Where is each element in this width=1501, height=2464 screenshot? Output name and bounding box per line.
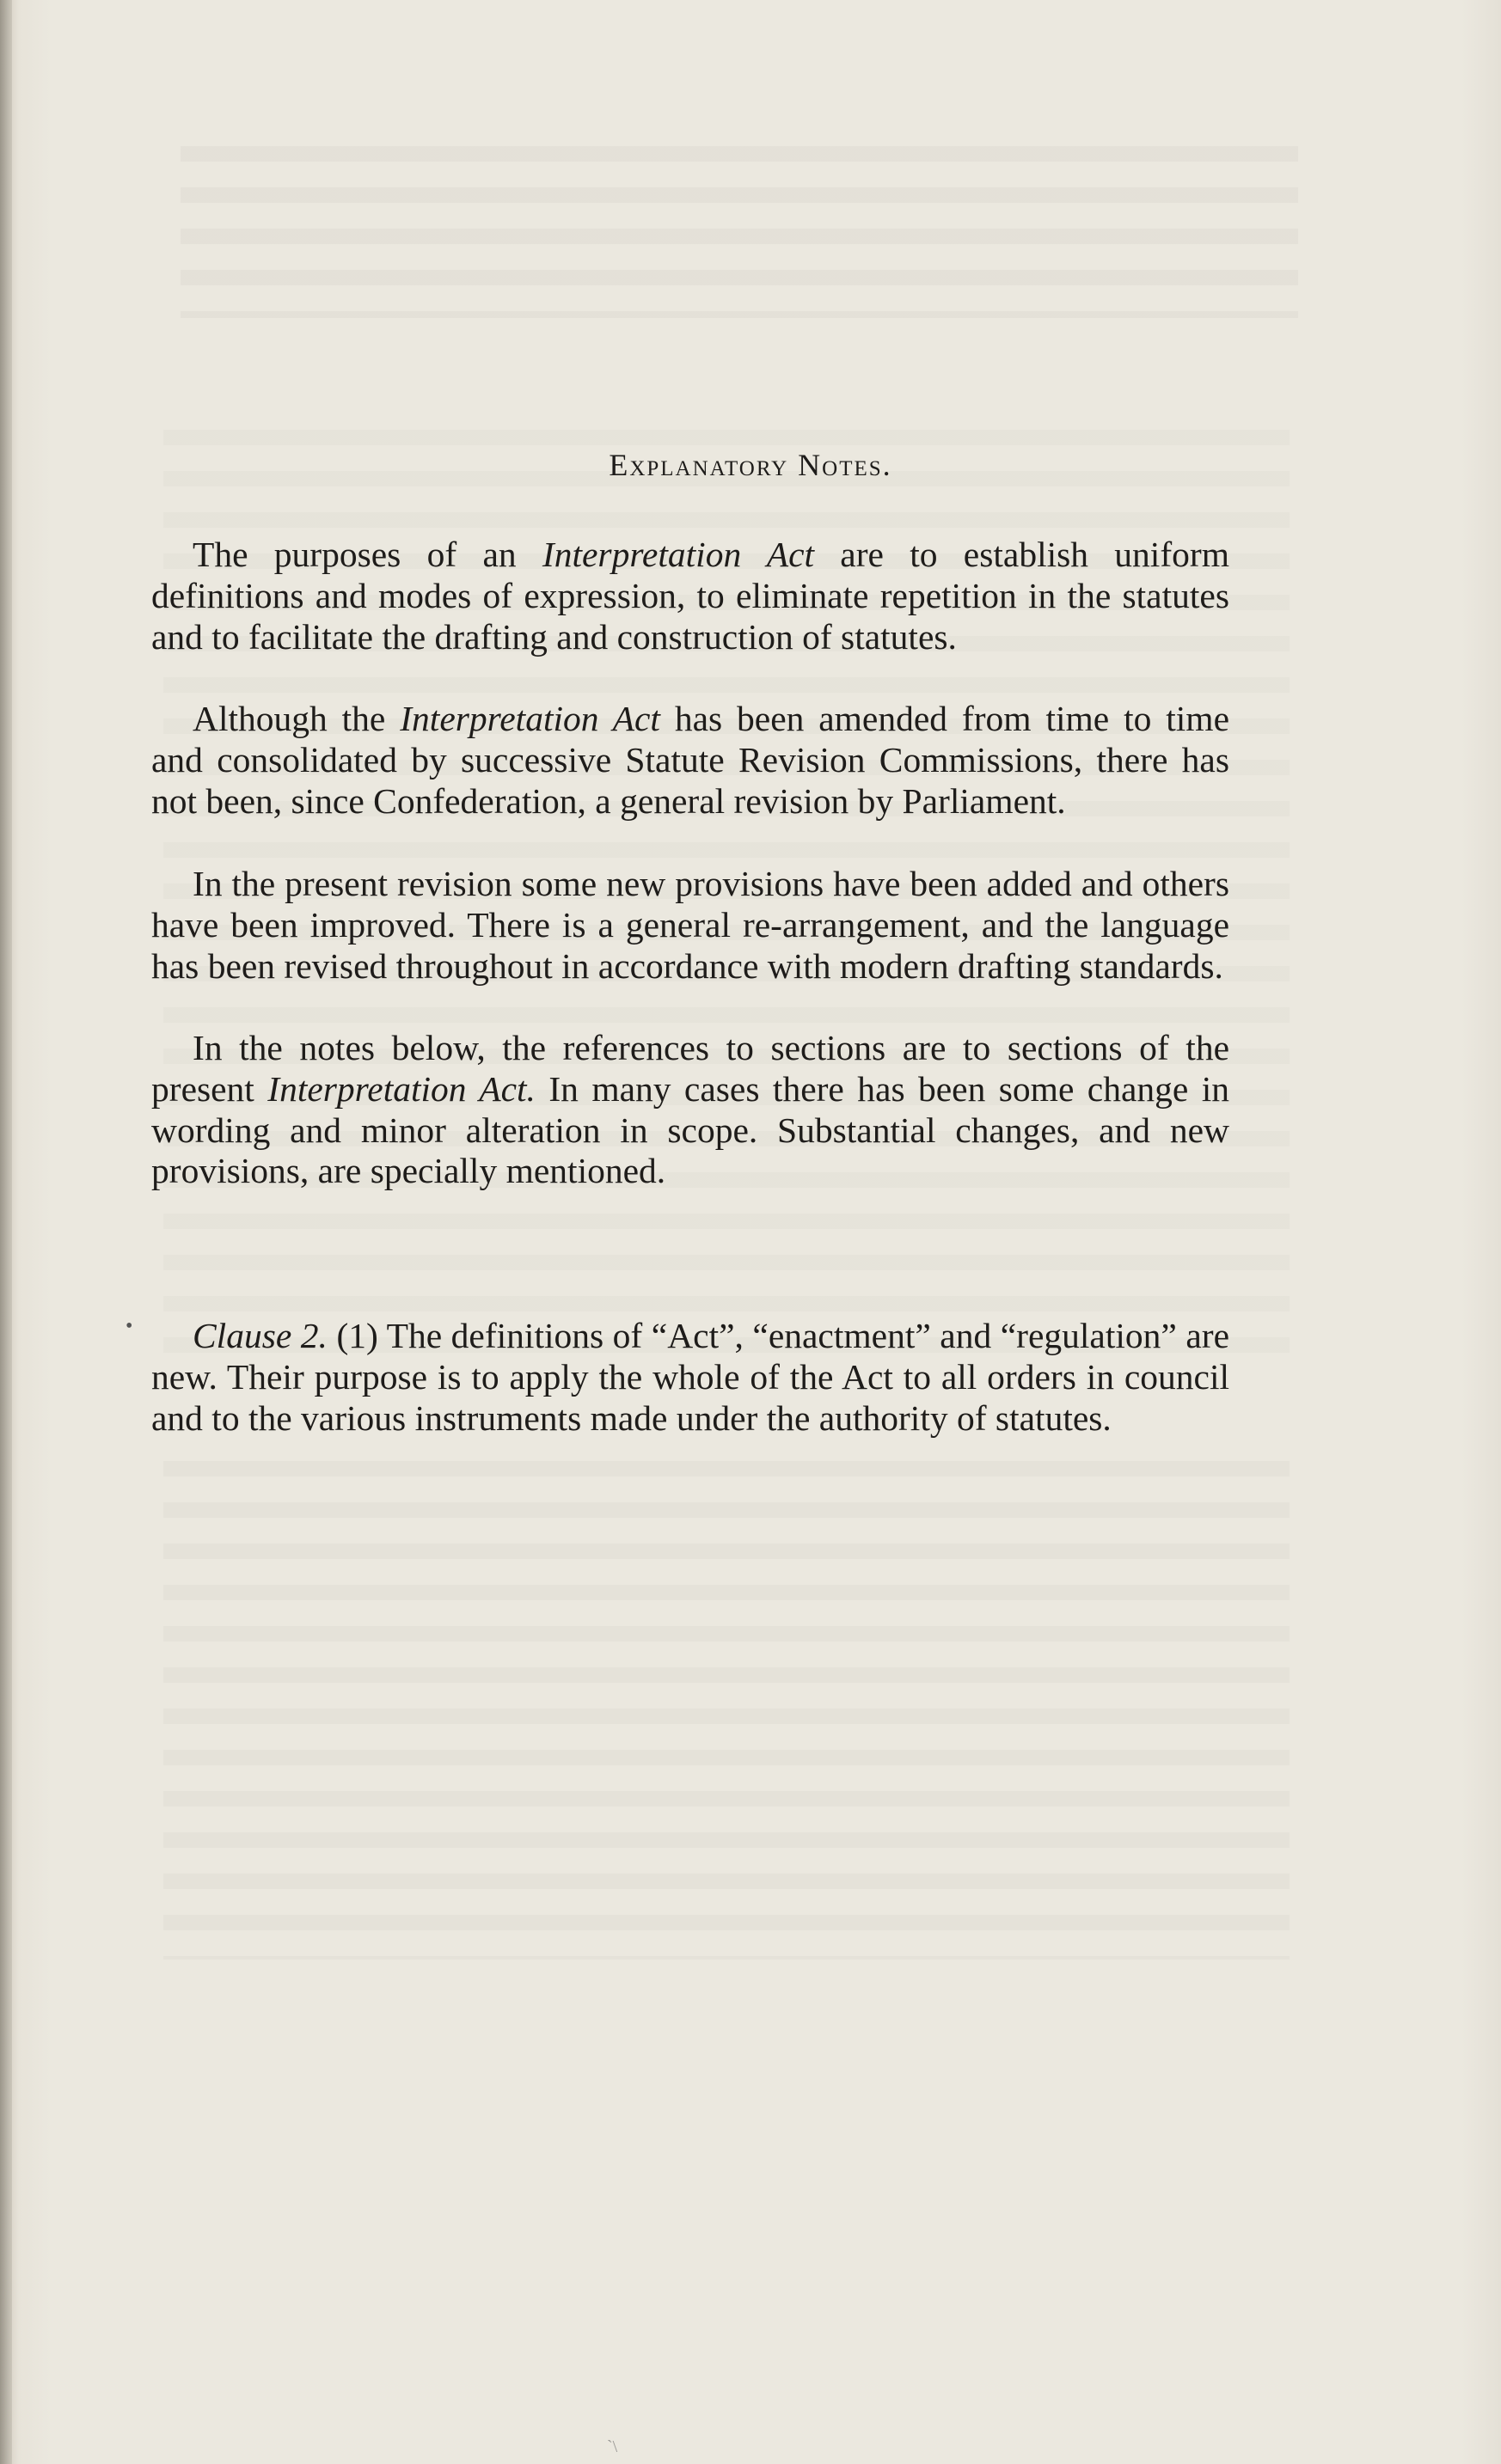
page-mark: `\ xyxy=(607,2437,618,2456)
margin-mark: • xyxy=(126,1315,133,1337)
act-title-italic: Interpretation Act xyxy=(542,535,815,574)
paragraph-text: has been amended from time to time and consolidated by successive Statute Revision Commissions, there has not been, since Confederation, a general revision by Parliament. xyxy=(151,699,1229,821)
clause-note xyxy=(151,1316,1229,1439)
page-spine-shadow xyxy=(0,0,12,2464)
bleed-through-block xyxy=(181,146,1298,318)
clause-text: (1) The definitions of “Act”, “enactment” and “regulation” are new. Their purpose is to apply the whole of the Act to all orders in council and to the various instruments made under the authority of statutes. xyxy=(151,1316,1230,1438)
paragraph-notes xyxy=(151,1028,1229,1192)
paragraph-purposes xyxy=(151,535,1229,657)
paragraph-text: In many cases there has been some change in wording and minor alteration in scope. Substantial changes, and new provisions, are specially mentioned. xyxy=(151,1068,1229,1191)
paragraph-text: In the notes below, the references to sections are to sections of the present xyxy=(151,1028,1229,1109)
paragraph-text: Although the xyxy=(193,699,401,738)
bleed-through-margin xyxy=(1298,146,1418,1693)
bleed-through-block xyxy=(163,1461,1290,1960)
page-heading: Explanatory Notes. xyxy=(609,448,892,482)
paragraph-history xyxy=(151,699,1229,822)
act-title-italic: Interpretation Act xyxy=(400,699,660,738)
paragraph-text: are to establish uniform definitions and modes of expression, to eliminate repetition in the statutes and to facilitate the drafting and construction of statutes. xyxy=(151,535,1229,657)
paragraph-revision: In the present revision some new provisions have been added and others have been improved. There is a general re-arrangement, and the language has been revised throughout in accordance with modern drafting standards. xyxy=(151,864,1229,986)
act-title-italic: Interpretation Act. xyxy=(267,1068,536,1109)
paragraph-text: The purposes of an xyxy=(193,535,542,574)
clause-label: Clause 2. xyxy=(193,1316,328,1355)
